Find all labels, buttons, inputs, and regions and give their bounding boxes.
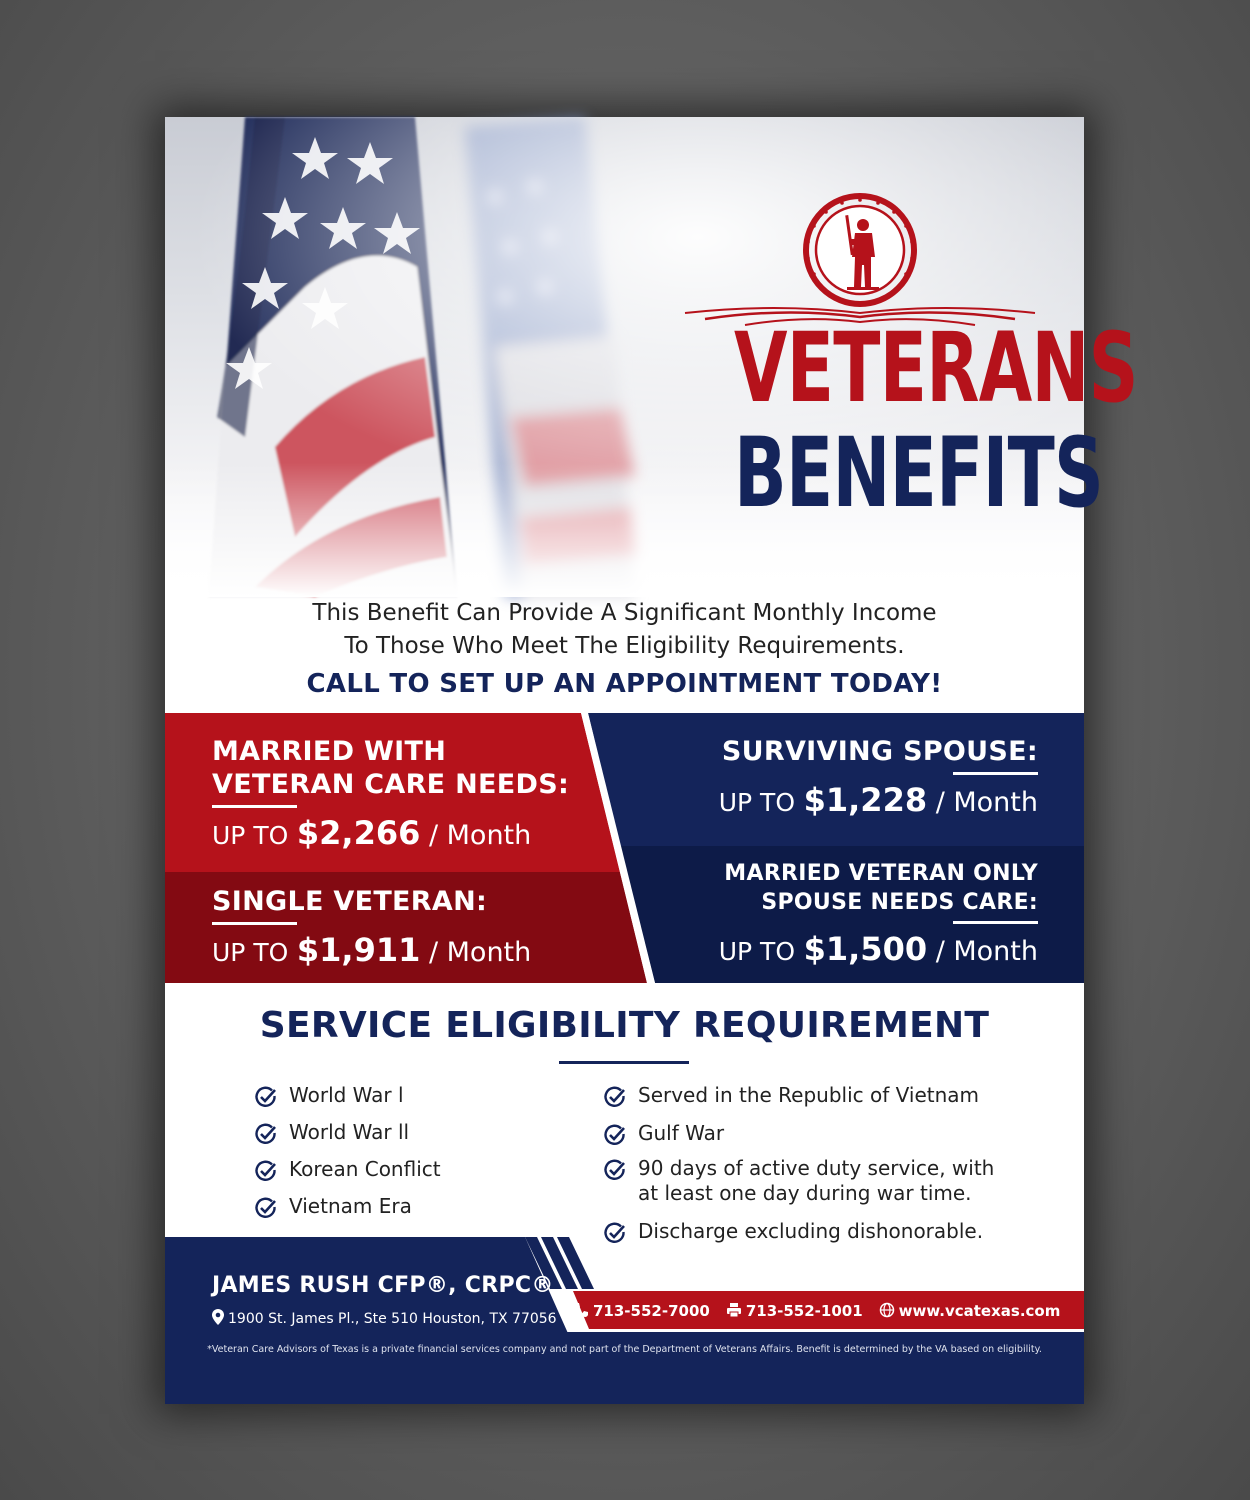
address-text: 1900 St. James Pl., Ste 510 Houston, TX 77056 <box>228 1311 557 1327</box>
address <box>212 1309 557 1327</box>
amount-unit: / Month <box>428 820 532 851</box>
list-item-text: Vietnam Era <box>289 1194 412 1218</box>
intro-line-1: This Benefit Can Provide A Significant Monthly Income <box>312 600 937 626</box>
heading-underline <box>953 921 1038 924</box>
hero-banner <box>165 117 1138 597</box>
list-item <box>255 1120 441 1145</box>
amount-prefix: UP TO <box>212 821 289 850</box>
benefit-amount <box>719 781 1038 819</box>
check-circle-icon <box>255 1086 277 1108</box>
list-item <box>255 1157 441 1182</box>
amount-value: $1,500 <box>803 930 928 968</box>
phone-icon <box>573 1302 589 1318</box>
check-circle-icon <box>604 1124 626 1146</box>
heading-underline <box>212 922 297 925</box>
benefit-heading: SPOUSE NEEDS CARE: <box>761 890 1038 915</box>
check-circle-icon <box>255 1197 277 1219</box>
amount-value: $1,911 <box>296 931 421 969</box>
fax-text: 713-552-1001 <box>745 1302 863 1320</box>
check-circle-icon <box>604 1086 626 1108</box>
contact-bar <box>573 1298 1061 1324</box>
benefit-heading: VETERAN CARE NEEDS: <box>212 769 570 800</box>
benefit-heading: SURVIVING SPOUSE: <box>721 736 1038 767</box>
benefit-heading: SINGLE VETERAN: <box>212 886 488 917</box>
list-item-text: World War l <box>289 1083 404 1107</box>
list-item-text: at least one day during war time. <box>638 1181 972 1205</box>
eligibility-title: SERVICE ELIGIBILITY REQUIREMENT <box>259 1005 990 1046</box>
amount-prefix: UP TO <box>718 937 796 966</box>
list-item-text: Gulf War <box>638 1121 725 1145</box>
eligibility-list-right <box>604 1083 994 1244</box>
benefit-heading: MARRIED WITH <box>212 736 447 767</box>
amount-prefix: UP TO <box>212 938 289 967</box>
fax-icon <box>726 1302 742 1318</box>
benefit-amount <box>212 814 569 852</box>
amount-unit: / Month <box>935 787 1038 818</box>
footer <box>165 1237 1084 1404</box>
list-item <box>255 1083 441 1108</box>
fax-contact[interactable] <box>726 1302 863 1320</box>
list-item-text: Korean Conflict <box>289 1157 441 1181</box>
soldier-medallion-icon <box>685 195 1035 325</box>
check-circle-icon <box>604 1159 626 1181</box>
list-item-text: 90 days of active duty service, with <box>638 1156 995 1180</box>
benefit-amount <box>719 930 1038 968</box>
list-item <box>604 1121 994 1146</box>
amount-unit: / Month <box>935 936 1038 967</box>
amount-unit: / Month <box>428 937 532 968</box>
eligibility-list-left <box>255 1083 441 1219</box>
benefits-band <box>165 713 1084 983</box>
benefit-single-veteran <box>212 885 531 969</box>
phone-text: 713-552-7000 <box>593 1302 710 1320</box>
disclaimer: *Veteran Care Advisors of Texas is a private financial services company and not part of the Department of Veterans Affairs. Benefit is determined by the VA based on eligibility. <box>207 1344 1042 1355</box>
list-item <box>604 1083 994 1108</box>
heading-underline <box>212 805 297 808</box>
title-veterans: VETERANS <box>734 312 1138 424</box>
list-item-text: Discharge excluding dishonorable. <box>638 1219 984 1243</box>
benefit-married-spouse-care <box>719 859 1038 968</box>
amount-value: $2,266 <box>296 814 421 852</box>
flyer <box>165 117 1138 1404</box>
benefit-heading: MARRIED VETERAN ONLY <box>724 861 1038 886</box>
title-benefits: BENEFITS <box>734 417 1104 529</box>
intro-section <box>165 597 1084 699</box>
map-pin-icon <box>212 1309 224 1325</box>
website-text: www.vcatexas.com <box>898 1302 1061 1320</box>
check-circle-icon <box>255 1123 277 1145</box>
list-item <box>255 1194 441 1219</box>
advisor-name: JAMES RUSH CFP®, CRPC® <box>212 1273 554 1298</box>
amount-value: $1,228 <box>803 781 928 819</box>
amount-prefix: UP TO <box>718 788 796 817</box>
list-item <box>604 1156 994 1206</box>
phone-contact[interactable] <box>573 1302 710 1320</box>
veterans-benefits-logo <box>685 195 1138 605</box>
list-item-text: Served in the Republic of Vietnam <box>638 1083 980 1107</box>
list-item-text: World War ll <box>289 1120 410 1144</box>
benefit-married-with-care <box>212 735 569 852</box>
intro-line-2: To Those Who Meet The Eligibility Requirements. <box>344 633 905 659</box>
call-to-action: CALL TO SET UP AN APPOINTMENT TODAY! <box>306 669 943 699</box>
globe-icon <box>879 1302 895 1318</box>
benefit-amount <box>212 931 531 969</box>
eligibility-underline <box>559 1061 689 1064</box>
benefit-surviving-spouse <box>719 735 1038 819</box>
heading-underline <box>953 772 1038 775</box>
check-circle-icon <box>255 1160 277 1182</box>
website-contact[interactable] <box>879 1302 1061 1320</box>
